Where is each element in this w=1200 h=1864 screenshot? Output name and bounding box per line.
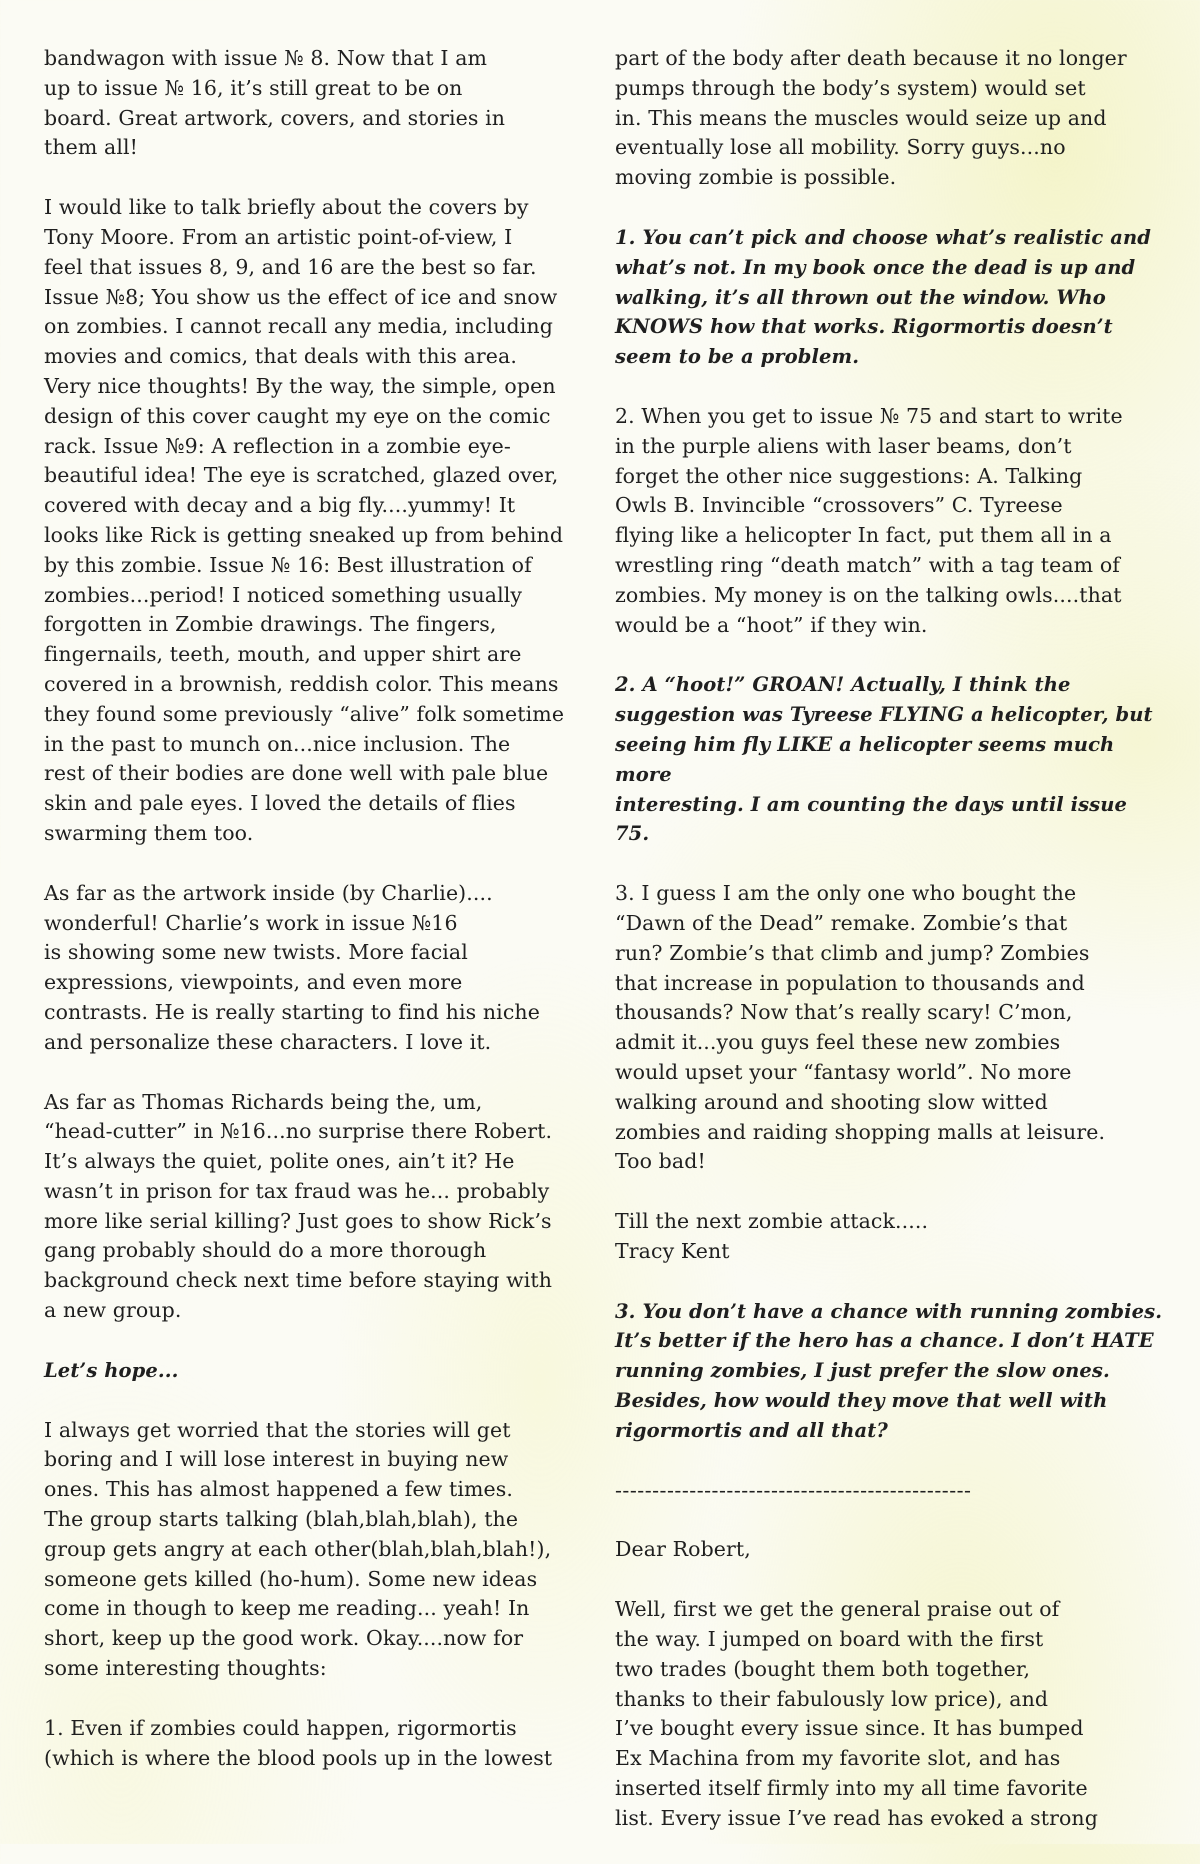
editor-reply: 1. You can’t pick and choose what’s realistic and what’s not. In my book once the dead is up and walking, it’s all thrown out the window. Who KNOWS how that works. Rigormortis doesn’t seem to be a problem. [615, 225, 1151, 369]
letter-paragraph: 2. When you get to issue № 75 and start to write in the purple aliens with laser beams, don’t forget the other nice suggestions: A. Talking Owls B. Invincible “crossovers” C. Tyreese flying like a helicopter In fact, put them all in a wrestling ring “death match” with a tag team of zombies. My money is on the talking owls....that would be a “hoot” if they win. [615, 403, 1123, 637]
letter-divider: ------------------------------------------------ [615, 1477, 972, 1502]
letter-paragraph: I always get worried that the stories will get boring and I will lose interest in buying new ones. This has almost happened a few times. The group starts talking (blah,blah,blah), the group gets angry at each other(blah,blah,blah!), someone gets killed (ho-hum). Some new ideas come in though to keep me reading... yeah! In short, keep up the good work. Okay....now for some interesting thoughts: [44, 1417, 552, 1681]
letter-paragraph: I would like to talk briefly about the covers by Tony Moore. From an artistic point-of-view, I feel that issues 8, 9, and 16 are the best so far. Issue №8; You show us the effect of ice and snow on zombies. I cannot recall any media, including movies and comics, that deals with this area. Very nice thoughts! By the way, the simple, open design of this cover caught my eye on the comic rack. Issue №9: A reflection in a zombie eye- beautiful idea! The eye is scratched, glazed over, covered with decay and a big fly....yummy! It looks like Rick is getting sneaked up from behind by this zombie. Issue № 16: Best illustration of zombies...period! I noticed something usually forgotten in Zombie drawings. The fingers, fingernails, teeth, mouth, and upper shirt are covered in a brownish, reddish color. This means they found some previously “alive” folk sometime in the past to munch on...nice inclusion. The rest of their bodies are done well with pale blue skin and pale eyes. I loved the details of flies swarming them too. [44, 195, 565, 845]
letter-signoff: Till the next zombie attack..... Tracy Kent [615, 1209, 929, 1263]
right-column [615, 44, 1165, 1864]
letter-paragraph: 3. I guess I am the only one who bought the “Dawn of the Dead” remake. Zombie’s that run? Zombie’s that climb and jump? Zombies that increase in population to thousands and thousands? Now that’s really scary! C’mon, admit it...you guys feel these new zombies would upset your “fantasy world”. No more walking around and shooting slow witted zombies and raiding shopping malls at leisure. Too bad! [615, 881, 1106, 1174]
editor-reply: Let’s hope... [44, 1358, 179, 1382]
letter-paragraph: As far as the artwork inside (by Charlie).... wonderful! Charlie’s work in issue №16 is showing some new twists. More facial expressions, viewpoints, and even more contrasts. He is really starting to find his niche and personalize these characters. I love it. [44, 880, 540, 1054]
letter-paragraph: As far as Thomas Richards being the, um, “head-cutter” in №16...no surprise there Robert. It’s always the quiet, polite ones, ain’t it? He wasn’t in prison for tax fraud was he... probably more like serial killing? Just goes to show Rick’s gang probably should do a more thorough background check next time before staying with a new group. [44, 1089, 553, 1323]
letter-salutation: Dear Robert, [615, 1537, 751, 1562]
editor-reply: 3. You don’t have a chance with running zombies. It’s better if the hero has a chance. I don’t HATE running zombies, I just prefer the slow ones. Besides, how would they move that well with rigormortis and all that? [615, 1299, 1163, 1442]
letter-paragraph: Well, first we get the general praise out of the way. I jumped on board with the first two trades (bought them both together, thanks to their fabulously low price), and I’ve bought every issue since. It has bumped Ex Machina from my favorite slot, and has inserted itself firmly into my all time favorite list. Every issue I’ve read has evoked a strong [615, 1597, 1098, 1830]
letter-paragraph: bandwagon with issue № 8. Now that I am up to issue № 16, it’s still great to be on board. Great artwork, covers, and stories in them all! [44, 46, 506, 160]
letter-paragraph: part of the body after death because it no longer pumps through the body’s system) would set in. This means the muscles would seize up and eventually lose all mobility. Sorry guys...no moving zombie is possible. [615, 46, 1127, 190]
left-column [44, 44, 594, 1803]
editor-reply: 2. A “hoot!” GROAN! Actually, I think the suggestion was Tyreese FLYING a helicopter, but seeing him fly LIKE a helicopter seems much more interesting. I am counting the days until issue 75. [615, 673, 1153, 846]
letter-paragraph: 1. Even if zombies could happen, rigormortis (which is where the blood pools up in the lowest [44, 1715, 553, 1770]
